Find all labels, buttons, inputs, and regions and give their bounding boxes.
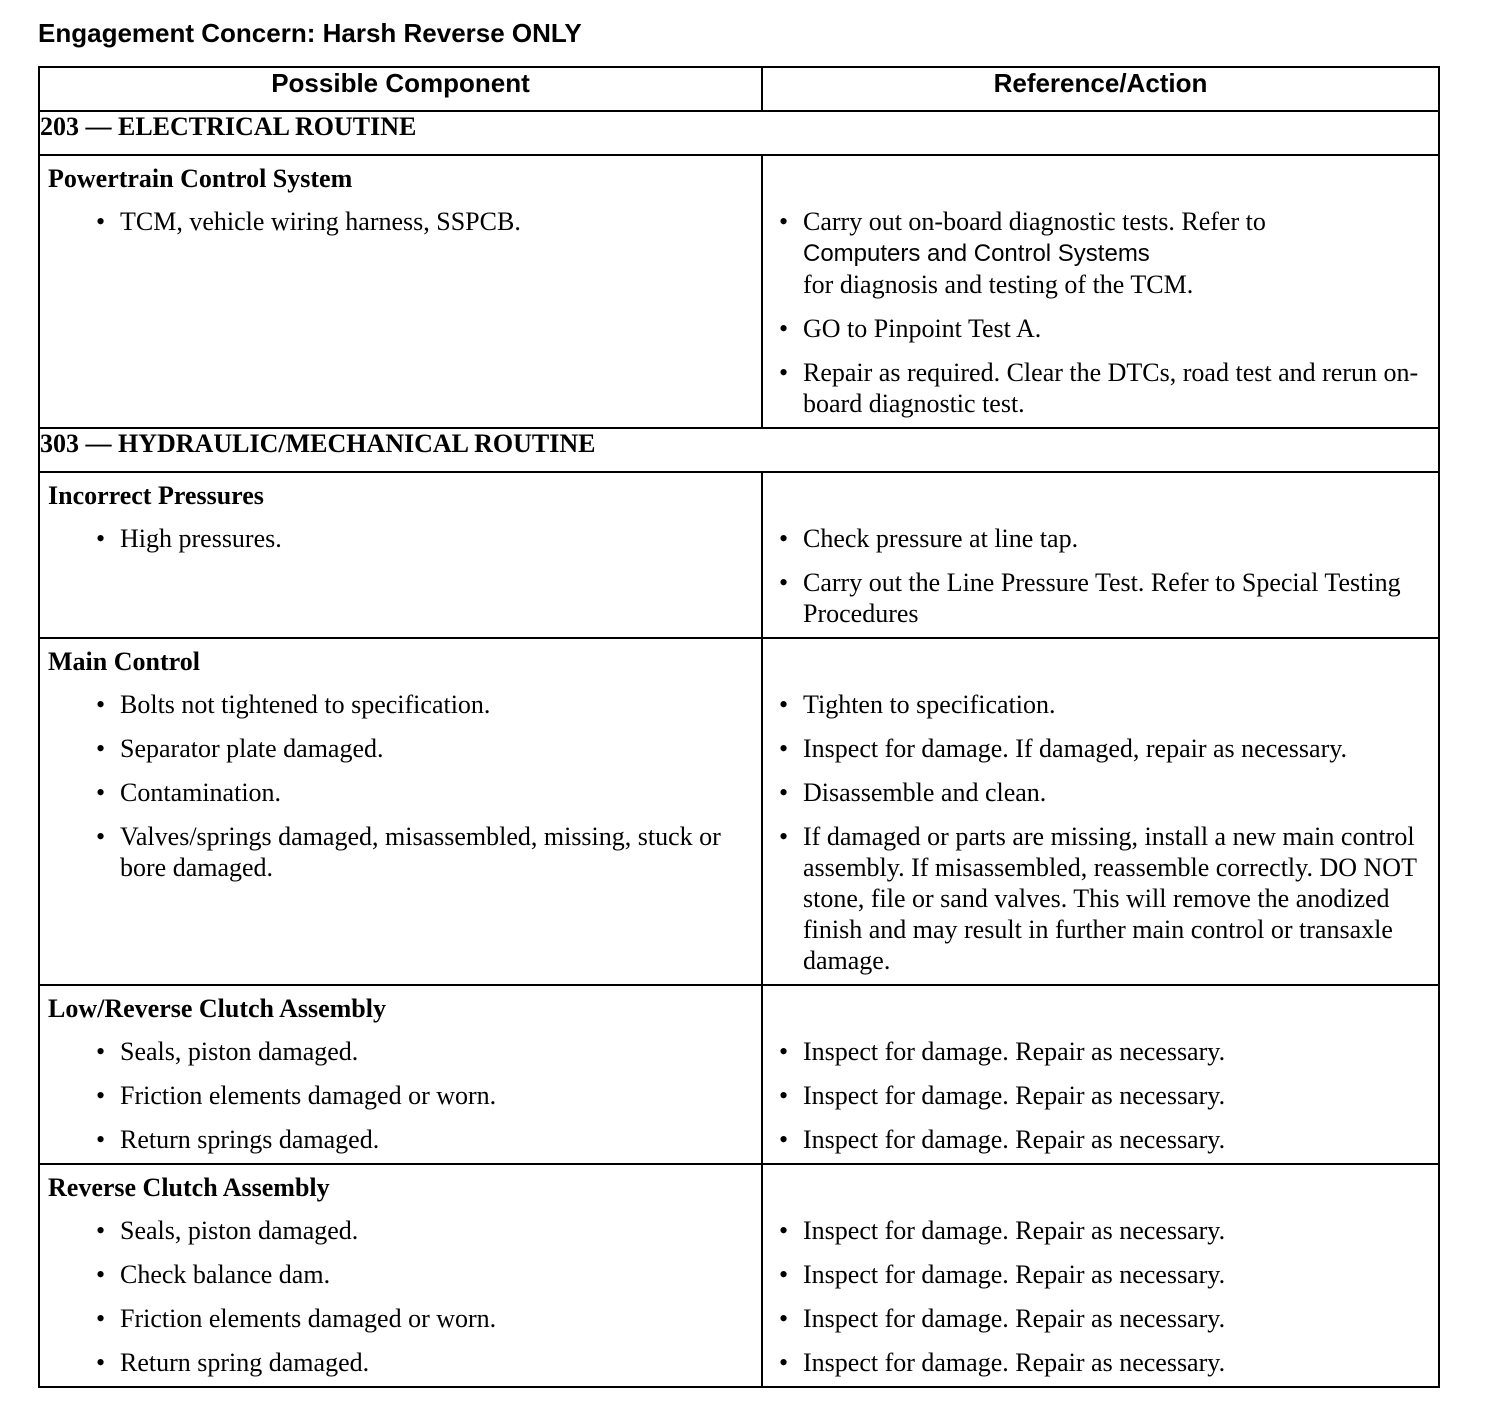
section-label: 203 — ELECTRICAL ROUTINE — [39, 111, 1439, 155]
list-item: • Check balance dam. — [120, 1259, 751, 1290]
component-cell — [39, 155, 762, 428]
reference-link[interactable]: Computers and Control Systems — [803, 240, 1150, 267]
list-item: • Inspect for damage. Repair as necessary. — [803, 1303, 1428, 1334]
column-header-action: Reference/Action — [762, 67, 1439, 111]
list-item: • GO to Pinpoint Test A. — [803, 313, 1428, 344]
list-item: • Tighten to specification. — [803, 689, 1428, 720]
list-item: • Inspect for damage. Repair as necessary. — [803, 1347, 1428, 1378]
action-cell — [762, 1164, 1439, 1387]
list-item: • Return springs damaged. — [120, 1124, 751, 1155]
table-header-row — [39, 67, 1439, 111]
diagnosis-table — [38, 66, 1440, 1388]
component-cell — [39, 472, 762, 638]
table-row — [39, 638, 1439, 985]
table-row — [39, 985, 1439, 1164]
table-row — [39, 472, 1439, 638]
list-item: • Contamination. — [120, 777, 751, 808]
list-item: • Check pressure at line tap. — [803, 523, 1428, 554]
list-item: • Valves/springs damaged, misassembled, missing, stuck or bore damaged. — [120, 821, 751, 883]
section-label: 303 — HYDRAULIC/MECHANICAL ROUTINE — [39, 428, 1439, 472]
list-item: • Disassemble and clean. — [803, 777, 1428, 808]
list-item: • If damaged or parts are missing, install a new main control assembly. If misassembled, reassemble correctly. DO NOT stone, file or sand valves. This will remove the anodized finish and may result in further main control or transaxle damage. — [803, 821, 1428, 976]
list-item: • TCM, vehicle wiring harness, SSPCB. — [120, 206, 751, 237]
list-item: • Seals, piston damaged. — [120, 1215, 751, 1246]
component-cell — [39, 638, 762, 985]
component-cell — [39, 985, 762, 1164]
section-row — [39, 111, 1439, 155]
group-name: Main Control — [48, 647, 200, 676]
component-cell — [39, 1164, 762, 1387]
list-item: • Separator plate damaged. — [120, 733, 751, 764]
list-item: • Inspect for damage. Repair as necessary. — [803, 1036, 1428, 1067]
section-row — [39, 428, 1439, 472]
action-cell — [762, 638, 1439, 985]
action-cell — [762, 155, 1439, 428]
column-header-component: Possible Component — [39, 67, 762, 111]
group-name: Reverse Clutch Assembly — [48, 1173, 330, 1202]
list-item: • Return spring damaged. — [120, 1347, 751, 1378]
group-name: Powertrain Control System — [48, 164, 353, 193]
list-item: • Friction elements damaged or worn. — [120, 1303, 751, 1334]
list-item: • Inspect for damage. Repair as necessary. — [803, 1124, 1428, 1155]
group-name: Incorrect Pressures — [48, 481, 264, 510]
list-item — [803, 206, 1428, 300]
list-item: • Seals, piston damaged. — [120, 1036, 751, 1067]
list-item: • Inspect for damage. Repair as necessary. — [803, 1259, 1428, 1290]
action-cell — [762, 985, 1439, 1164]
action-text: Carry out on-board diagnostic tests. Refer to — [803, 207, 1266, 236]
list-item: • Repair as required. Clear the DTCs, road test and rerun on-board diagnostic test. — [803, 357, 1428, 419]
list-item: • Inspect for damage. Repair as necessary. — [803, 1080, 1428, 1111]
list-item: • Inspect for damage. Repair as necessary. — [803, 1215, 1428, 1246]
table-row — [39, 1164, 1439, 1387]
list-item: • High pressures. — [120, 523, 751, 554]
list-item: • Carry out the Line Pressure Test. Refer to Special Testing Procedures — [803, 567, 1428, 629]
table-row — [39, 155, 1439, 428]
list-item: • Friction elements damaged or worn. — [120, 1080, 751, 1111]
group-name: Low/Reverse Clutch Assembly — [48, 994, 386, 1023]
list-item: • Bolts not tightened to specification. — [120, 689, 751, 720]
action-cell — [762, 472, 1439, 638]
page-title: Engagement Concern: Harsh Reverse ONLY — [38, 18, 582, 48]
action-text: for diagnosis and testing of the TCM. — [803, 270, 1194, 299]
list-item: • Inspect for damage. If damaged, repair as necessary. — [803, 733, 1428, 764]
